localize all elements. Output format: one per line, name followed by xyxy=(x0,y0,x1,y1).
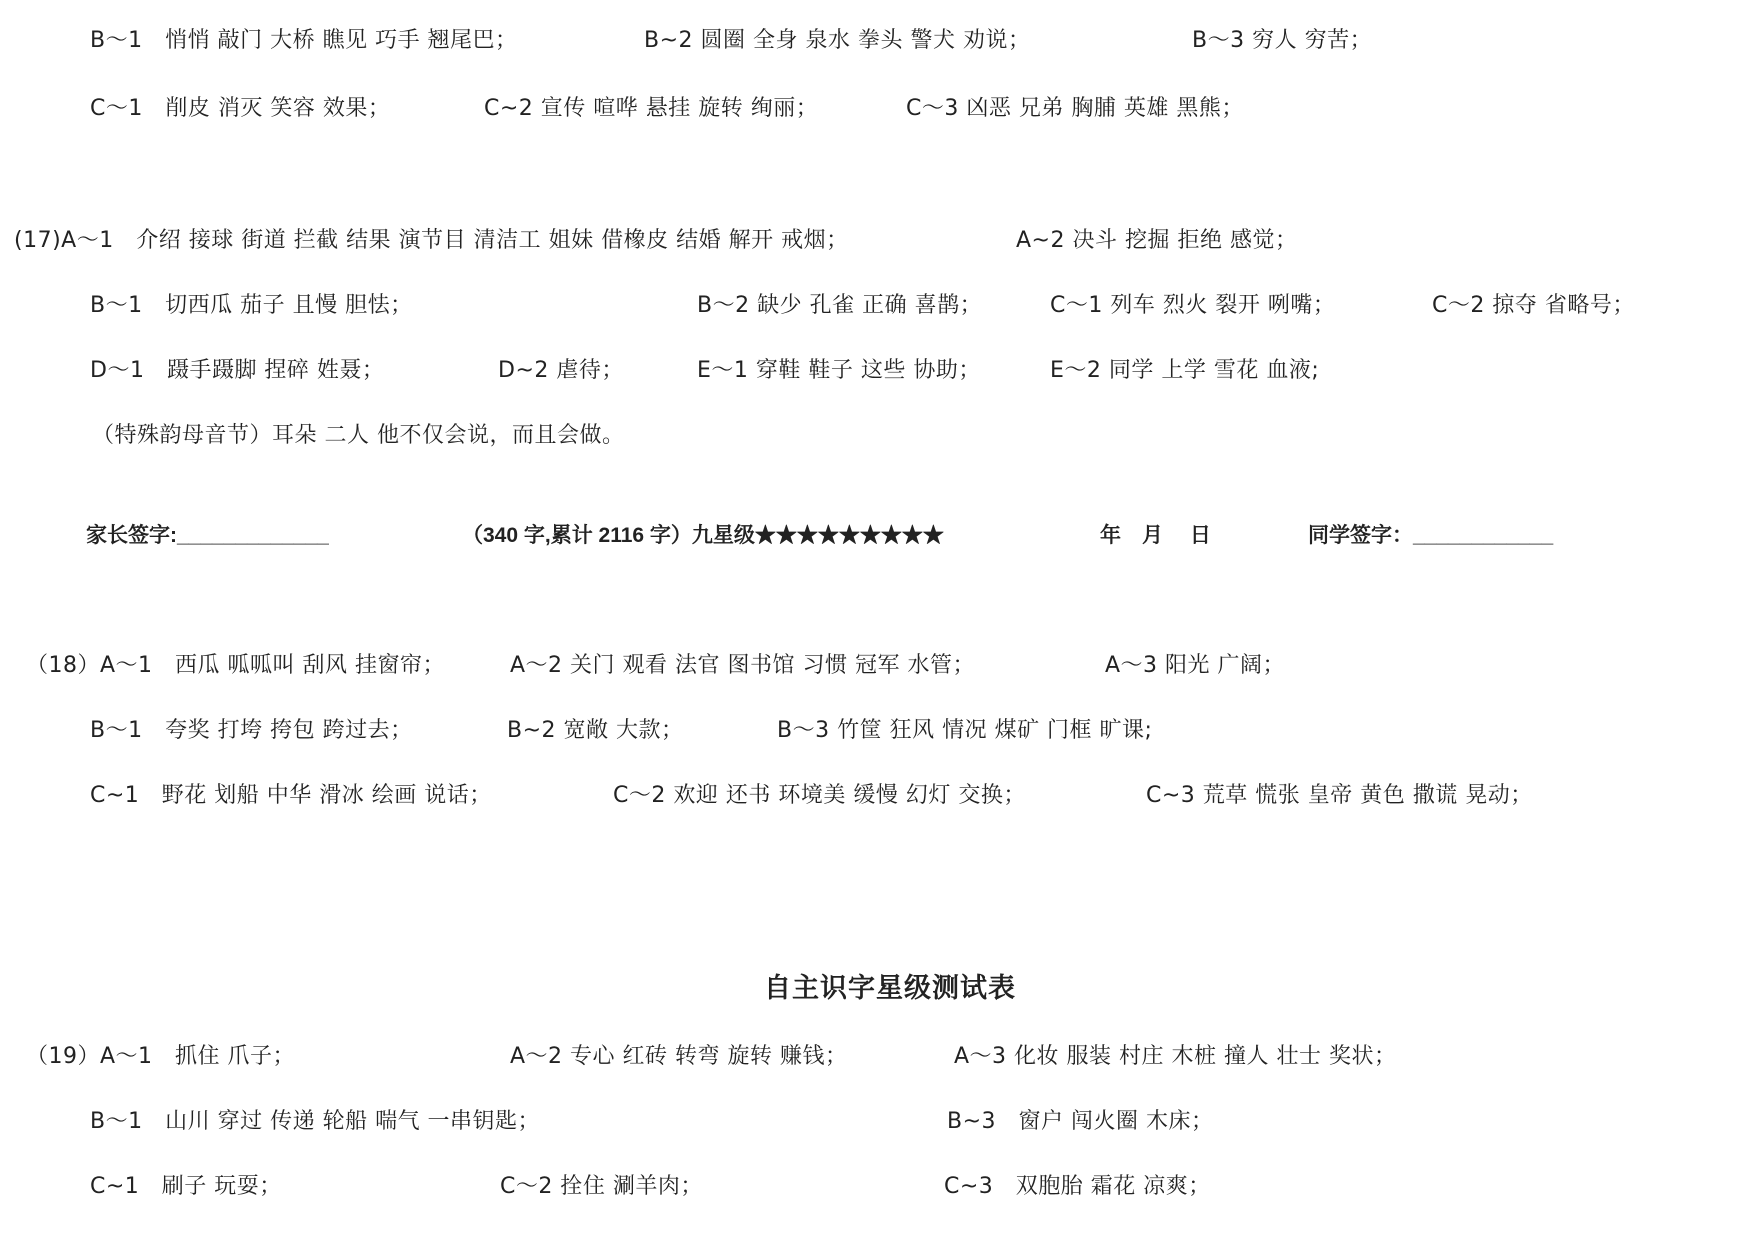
group16-c2: C~2 宣传 喧哗 悬挂 旋转 绚丽； xyxy=(484,96,819,121)
group17-special: （特殊韵母音节）耳朵 二人 他不仅会说，而且会做。 xyxy=(92,423,625,448)
group18-a1: （18）A～1 西瓜 呱呱叫 刮风 挂窗帘； xyxy=(26,653,446,678)
group18-a2: A～2 关门 观看 法官 图书馆 习惯 冠军 水管； xyxy=(510,653,976,678)
group19-c1: C~1 刷子 玩耍； xyxy=(90,1174,282,1199)
group19-a1: （19）A～1 抓住 爪子； xyxy=(26,1044,296,1069)
group17-e1: E～1 穿鞋 鞋子 这些 协助； xyxy=(697,358,981,383)
group17-b1: B～1 切西瓜 茄子 且慢 胆怯； xyxy=(90,293,413,318)
student-signature: 同学签字：____________ xyxy=(1308,524,1554,547)
group17-b2: B～2 缺少 孔雀 正确 喜鹊； xyxy=(697,293,983,318)
group17-a1: (17)A～1 介绍 接球 街道 拦截 结果 演节目 清洁工 姐妹 借橡皮 结婚 解开 戒烟； xyxy=(14,228,849,253)
group17-d2: D~2 虐待； xyxy=(498,358,624,383)
group16-b1: B～1 悄悄 敲门 大桥 瞧见 巧手 翘尾巴； xyxy=(90,28,518,53)
group18-c1: C~1 野花 划船 中华 滑冰 绘画 说话； xyxy=(90,783,492,808)
group17-c2: C～2 掠夺 省略号； xyxy=(1432,293,1635,318)
group18-b1: B～1 夸奖 打垮 挎包 跨过去； xyxy=(90,718,413,743)
group17-a2: A~2 决斗 挖掘 拒绝 感觉； xyxy=(1016,228,1298,253)
group18-c3: C~3 荒草 慌张 皇帝 黄色 撒谎 晃动； xyxy=(1146,783,1533,808)
group19-a3: A～3 化妆 服装 村庄 木桩 撞人 壮士 奖状； xyxy=(954,1044,1397,1069)
word-count-stars: （340 字,累计 2116 字）九星级★★★★★★★★★ xyxy=(462,524,944,547)
section-title: 自主识字星级测试表 xyxy=(764,973,1016,1004)
date-fields: 年 月 日 xyxy=(1100,524,1211,547)
group18-c2: C～2 欢迎 还书 环境美 缓慢 幻灯 交换； xyxy=(613,783,1026,808)
group19-a2: A～2 专心 红砖 转弯 旋转 赚钱； xyxy=(510,1044,848,1069)
group16-c1: C～1 削皮 消灭 笑容 效果； xyxy=(90,96,391,121)
group16-c3: C～3 凶恶 兄弟 胸脯 英雄 黑熊； xyxy=(906,96,1244,121)
group19-c2: C～2 拴住 涮羊肉； xyxy=(500,1174,703,1199)
group19-c3: C~3 双胞胎 霜花 凉爽； xyxy=(944,1174,1211,1199)
group17-d1: D～1 蹑手蹑脚 捏碎 姓聂； xyxy=(90,358,385,383)
group16-b2: B~2 圆圈 全身 泉水 拳头 警犬 劝说； xyxy=(644,28,1031,53)
group17-c1: C～1 列车 烈火 裂开 咧嘴； xyxy=(1050,293,1336,318)
group16-b3: B～3 穷人 穷苦； xyxy=(1192,28,1373,53)
group18-b2: B~2 宽敞 大款； xyxy=(507,718,684,743)
group18-b3: B～3 竹筐 狂风 情况 煤矿 门框 旷课; xyxy=(777,718,1153,743)
group19-b1: B～1 山川 穿过 传递 轮船 喘气 一串钥匙； xyxy=(90,1109,541,1134)
group19-b3: B~3 窗户 闯火圈 木床； xyxy=(947,1109,1214,1134)
parent-signature: 家长签字:_____________ xyxy=(86,524,329,547)
group18-a3: A～3 阳光 广阔； xyxy=(1105,653,1286,678)
group17-e2: E～2 同学 上学 雪花 血液; xyxy=(1050,358,1320,383)
